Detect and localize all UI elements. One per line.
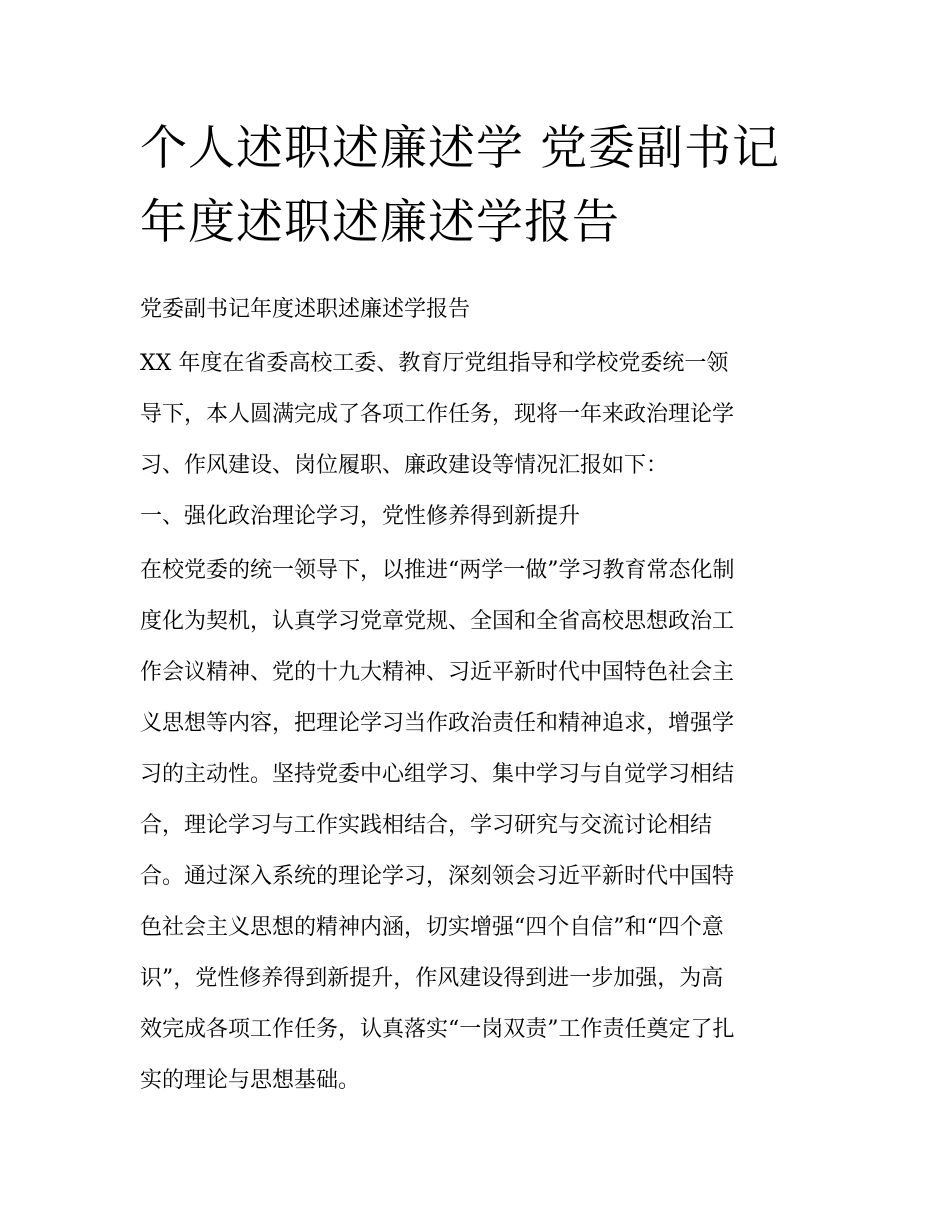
section-heading: 一、强化政治理论学习，党性修养得到新提升 <box>140 504 581 529</box>
section-line: 效完成各项工作任务，认真落实“一岗双责”工作责任奠定了扎 <box>140 1017 735 1042</box>
document-title <box>140 112 820 260</box>
section-line: 作会议精神、党的十九大精神、习近平新时代中国特色社会主 <box>140 660 735 685</box>
section-line: 实的理论与思想基础。 <box>140 1068 361 1093</box>
section-line: 合。通过深入系统的理论学习，深刻领会习近平新时代中国特 <box>140 864 735 889</box>
intro-line: XX 年度在省委高校工委、教育厅党组指导和学校党委统一领 <box>140 351 729 376</box>
intro-line: 导下，本人圆满完成了各项工作任务，现将一年来政治理论学 <box>140 402 735 427</box>
document-body <box>140 112 820 1106</box>
intro-line: 习、作风建设、岗位履职、廉政建设等情况汇报如下： <box>140 453 669 478</box>
section-line: 度化为契机，认真学习党章党规、全国和全省高校思想政治工 <box>140 609 735 634</box>
section-line: 在校党委的统一领导下，以推进“两学一做”学习教育常态化制 <box>140 558 735 583</box>
section-line: 识”，党性修养得到新提升，作风建设得到进一步加强，为高 <box>140 966 724 991</box>
title-line-1: 个人述职述廉述学 党委副书记 <box>140 121 780 176</box>
title-line-2: 年度述职述廉述学报告 <box>140 195 620 250</box>
section-line: 色社会主义思想的精神内涵，切实增强“四个自信”和“四个意 <box>140 915 724 940</box>
section-paragraph <box>140 545 820 1106</box>
document-subtitle: 党委副书记年度述职述廉述学报告 <box>140 297 471 322</box>
section-line: 合，理论学习与工作实践相结合，学习研究与交流讨论相结 <box>140 813 713 838</box>
section-line: 习的主动性。坚持党委中心组学习、集中学习与自觉学习相结 <box>140 762 735 787</box>
section-line: 义思想等内容，把理论学习当作政治责任和精神追求，增强学 <box>140 711 735 736</box>
intro-paragraph <box>140 338 820 491</box>
